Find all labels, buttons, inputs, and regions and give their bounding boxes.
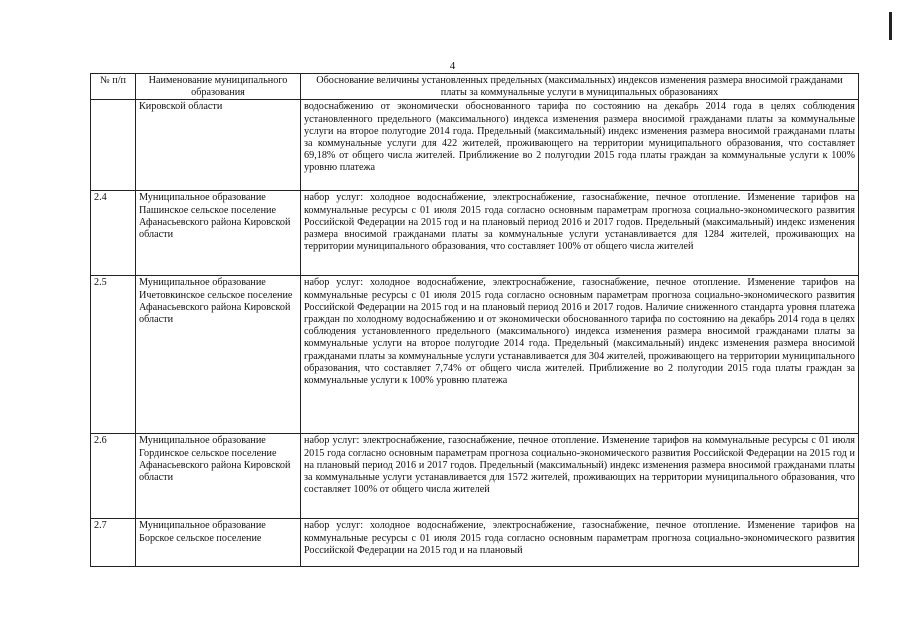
justification-table (90, 73, 859, 567)
row-justification: водоснабжению от экономически обоснованного тарифа по состоянию на декабрь 2014 года в целях соблюдения установленного предельного (максимального) индекса изменения размера вносимой гражданами платы за коммунальные услуги на второе полугодие 2014 года. Предельный (максимальный) индекс изменения размера вносимой гражданами платы за коммунальные услуги для 422 жителей, проживающего на территории муниципального образования, что составляет 69,18% от общего числа жителей. Приближение во 2 полугодии 2015 года платы граждан за коммунальные услуги к 100% уровню платежа (301, 100, 859, 191)
table-row (91, 191, 859, 276)
row-justification: набор услуг: холодное водоснабжение, электроснабжение, газоснабжение, печное отопление. Изменение тарифов на коммунальные ресурсы с 01 июля 2015 года согласно основным параметрам прогноза социально-экономического развития Российской Федерации на 2015 год и на плановый (301, 519, 859, 567)
header-justification: Обоснование величины установленных предельных (максимальных) индексов изменения размера вносимой гражданами платы за коммунальные услуги в муниципальных образованиях (301, 74, 859, 100)
row-name: Муниципальное образование Пашинское сельское поселение Афанасьевского района Кировской области (136, 191, 301, 276)
row-name: Муниципальное образование Ичетовкинское сельское поселение Афанасьевского района Кировской области (136, 276, 301, 434)
table-row (91, 434, 859, 519)
table-row (91, 276, 859, 434)
table-row (91, 519, 859, 567)
row-name: Кировской области (136, 100, 301, 191)
row-num (91, 100, 136, 191)
row-num: 2.7 (91, 519, 136, 567)
table-header-row (91, 74, 859, 100)
header-name: Наименование муниципального образования (136, 74, 301, 100)
header-num: № п/п (91, 74, 136, 100)
row-name: Муниципальное образование Борское сельское поселение (136, 519, 301, 567)
row-num: 2.5 (91, 276, 136, 434)
row-num: 2.4 (91, 191, 136, 276)
row-justification: набор услуг: холодное водоснабжение, электроснабжение, газоснабжение, печное отопление. Изменение тарифов на коммунальные ресурсы с 01 июля 2015 года согласно основным параметрам прогноза социально-экономического развития Российской Федерации на 2015 год и на плановый период 2016 и 2017 годов. Наличие сниженного стандарта уровня платежа граждан по холодному водоснабжению и от экономически обоснованного тарифа по состоянию на декабрь 2014 года в целях соблюдения установленного предельного (максимального) индекса изменения размера вносимой гражданами платы за коммунальные услуги на второе полугодие 2014 года. Предельный (максимальный) индекс изменения размера вносимой гражданами платы за коммунальные услуги устанавливается для 304 жителей, проживающего на территории муниципального образования, что составляет 7,74% от общего числа жителей. Приближение во 2 полугодии 2015 года платы граждан за коммунальные услуги к 100% уровню платежа (301, 276, 859, 434)
row-justification: набор услуг: электроснабжение, газоснабжение, печное отопление. Изменение тарифов на коммунальные ресурсы с 01 июля 2015 года согласно основным параметрам прогноза социально-экономического развития Российской Федерации на 2015 год и на плановый период 2016 и 2017 годов. Предельный (максимальный) индекс изменения размера вносимой гражданами платы за коммунальные услуги устанавливается для 1572 жителей, проживающих на территории муниципального образования, что составляет 100% от общего числа жителей (301, 434, 859, 519)
row-name: Муниципальное образование Гординское сельское поселение Афанасьевского района Кировской области (136, 434, 301, 519)
row-num: 2.6 (91, 434, 136, 519)
margin-mark (889, 12, 892, 40)
table-row (91, 100, 859, 191)
page-number: 4 (449, 60, 456, 72)
row-justification: набор услуг: холодное водоснабжение, электроснабжение, газоснабжение, печное отопление. Изменение тарифов на коммунальные ресурсы с 01 июля 2015 года согласно основным параметрам прогноза социально-экономического развития Российской Федерации на 2015 год и на плановый период 2016 и 2017 годов. Предельный (максимальный) индекс изменения размера вносимой гражданами платы за коммунальные услуги устанавливается для 1284 жителей, проживающих на территории муниципального образования, что составляет 100% от общего числа жителей (301, 191, 859, 276)
